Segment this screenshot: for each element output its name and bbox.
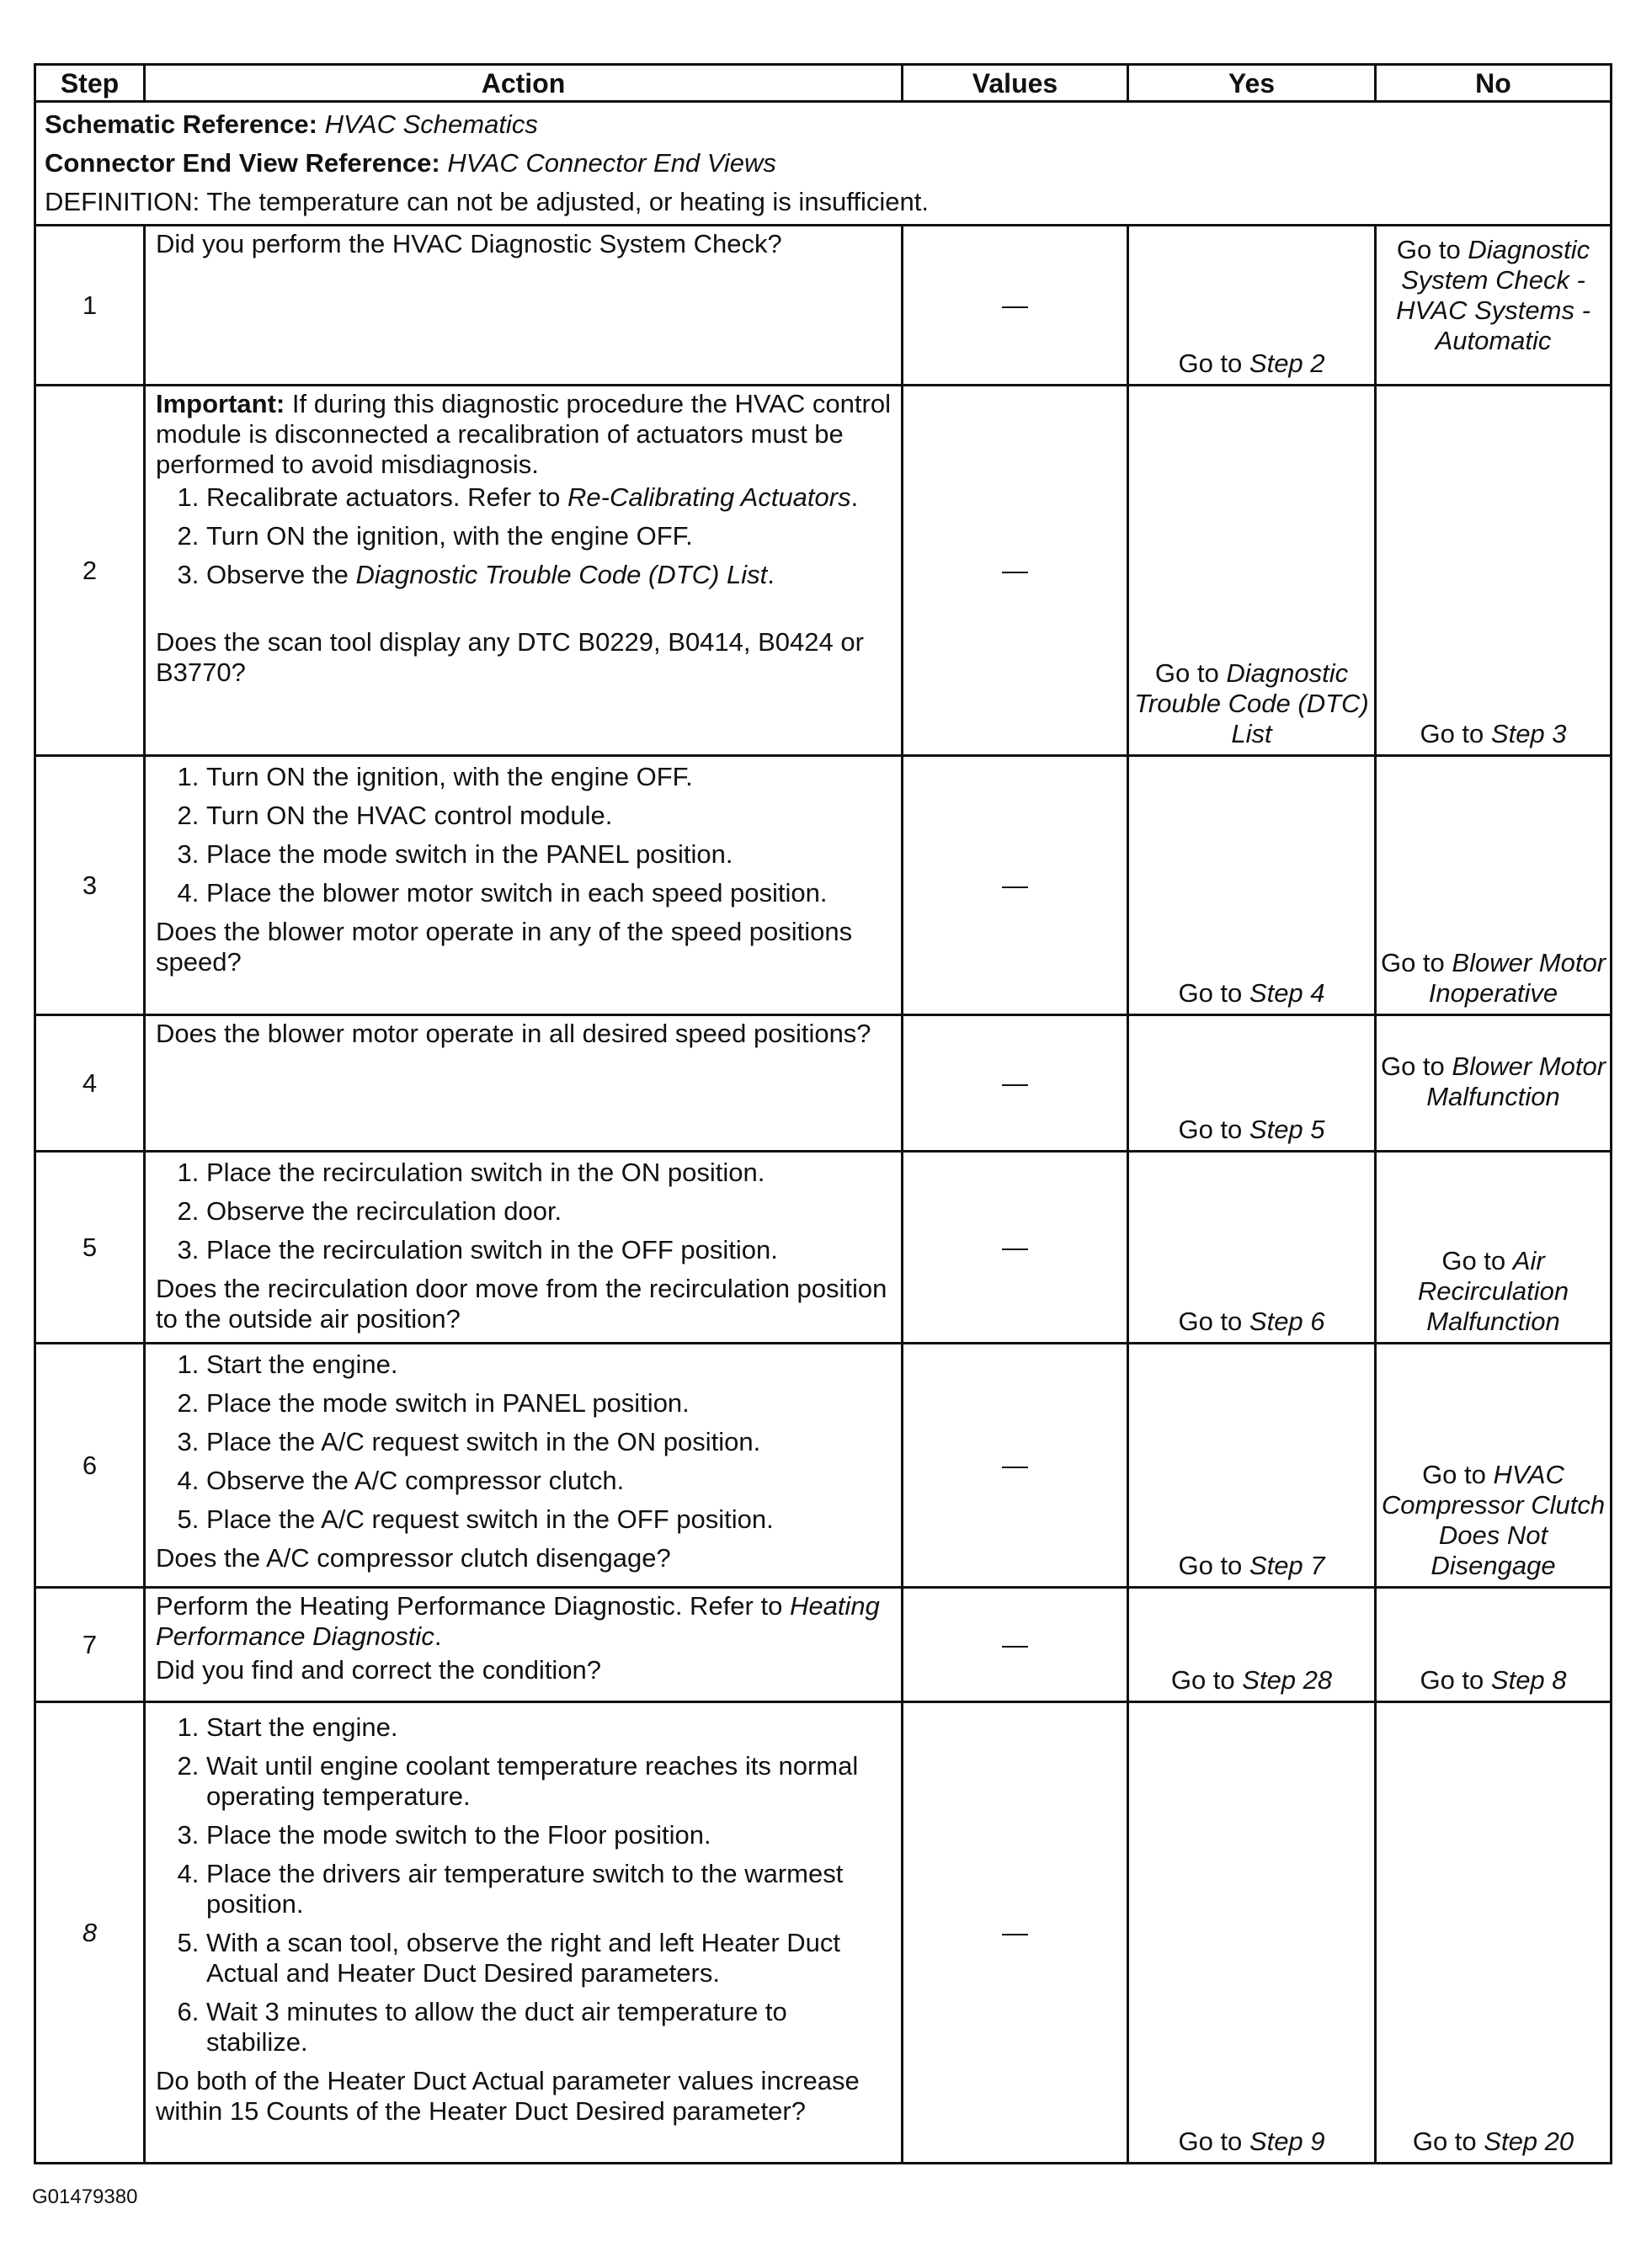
yes-cell	[1128, 1702, 1376, 2164]
no-prefix: Go to	[1441, 1246, 1513, 1275]
values-cell: —	[903, 1015, 1128, 1152]
list-item: 4. Place the drivers air temperature switch to the warmest position.	[206, 1859, 891, 1919]
action-text: Did you perform the HVAC Diagnostic System Check?	[156, 229, 782, 258]
item-suffix: .	[767, 560, 775, 589]
action-cell	[145, 1015, 903, 1152]
reference-row	[35, 102, 1612, 226]
step-number: 5	[35, 1152, 145, 1344]
item-suffix: .	[850, 482, 859, 512]
list-item: 3. Place the recirculation switch in the OFF position.	[206, 1235, 891, 1265]
list-item: 1. Turn ON the ignition, with the engine OFF.	[206, 762, 891, 792]
question: Does the recirculation door move from the recirculation position to the outside air position?	[156, 1274, 887, 1334]
list-item: 2. Turn ON the ignition, with the engine OFF.	[206, 521, 891, 551]
no-prefix: Go to	[1412, 2127, 1484, 2156]
yes-prefix: Go to	[1178, 978, 1249, 1008]
no-prefix: Go to	[1380, 1051, 1452, 1081]
list-item	[206, 560, 891, 590]
header-no: No	[1376, 65, 1612, 102]
yes-prefix: Go to	[1178, 2127, 1249, 2156]
yes-cell	[1128, 1588, 1376, 1702]
no-link[interactable]: Blower Motor Inoperative	[1428, 948, 1606, 1008]
no-cell	[1376, 226, 1612, 386]
yes-prefix: Go to	[1154, 658, 1227, 688]
action-cell	[145, 226, 903, 386]
yes-link[interactable]: Step 28	[1242, 1665, 1333, 1695]
yes-cell	[1128, 226, 1376, 386]
step-number: 3	[35, 756, 145, 1015]
table-row	[35, 1152, 1612, 1344]
yes-cell	[1128, 1152, 1376, 1344]
values-cell: —	[903, 756, 1128, 1015]
yes-cell	[1128, 1015, 1376, 1152]
action-list	[156, 762, 891, 908]
connector-label: Connector End View Reference:	[45, 148, 440, 178]
no-link[interactable]: Air Recirculation Malfunction	[1417, 1246, 1569, 1336]
action-text: Does the blower motor operate in all desired speed positions?	[156, 1019, 871, 1048]
action-cell	[145, 1588, 903, 1702]
action-cell	[145, 1344, 903, 1588]
table-row	[35, 1588, 1612, 1702]
no-link[interactable]: Step 20	[1484, 2127, 1574, 2156]
action-cell	[145, 386, 903, 756]
values-cell: —	[903, 1702, 1128, 2164]
table-row	[35, 386, 1612, 756]
no-cell	[1376, 386, 1612, 756]
table-row	[35, 226, 1612, 386]
question: Does the blower motor operate in any of the speed positions speed?	[156, 917, 853, 977]
important-label: Important:	[156, 389, 285, 418]
list-item: 4. Observe the A/C compressor clutch.	[206, 1466, 891, 1496]
list-item: 1. Start the engine.	[206, 1712, 891, 1743]
values-cell: —	[903, 1152, 1128, 1344]
values-cell: —	[903, 386, 1128, 756]
yes-link[interactable]: Step 4	[1249, 978, 1325, 1008]
no-prefix: Go to	[1380, 948, 1452, 977]
step-number: 4	[35, 1015, 145, 1152]
header-yes: Yes	[1128, 65, 1376, 102]
list-item: 2. Place the mode switch in PANEL position.	[206, 1388, 891, 1419]
list-item	[206, 482, 891, 513]
connector-reference	[45, 144, 1601, 183]
yes-link[interactable]: Step 7	[1249, 1551, 1325, 1580]
step-number: 2	[35, 386, 145, 756]
no-cell	[1376, 1152, 1612, 1344]
step-number: 8	[35, 1702, 145, 2164]
list-item: 2. Wait until engine coolant temperature reaches its normal operating temperature.	[206, 1751, 891, 1812]
schematic-reference	[45, 105, 1601, 144]
item-text: Recalibrate actuators. Refer to	[206, 482, 568, 512]
yes-link[interactable]: Diagnostic Trouble Code (DTC) List	[1134, 658, 1369, 748]
yes-cell	[1128, 1344, 1376, 1588]
header-action: Action	[145, 65, 903, 102]
list-item: 3. Place the mode switch in the PANEL position.	[206, 839, 891, 870]
header-values: Values	[903, 65, 1128, 102]
list-item: 3. Place the A/C request switch in the ON position.	[206, 1427, 891, 1457]
action-list	[156, 1712, 891, 2058]
list-item: 6. Wait 3 minutes to allow the duct air temperature to stabilize.	[206, 1997, 891, 2058]
schematic-link[interactable]: HVAC Schematics	[324, 109, 538, 139]
action-prefix: Perform the Heating Performance Diagnostic. Refer to	[156, 1591, 790, 1621]
action-text	[156, 1591, 891, 1652]
no-prefix: Go to	[1420, 1665, 1491, 1695]
no-cell	[1376, 1015, 1612, 1152]
no-cell	[1376, 1702, 1612, 2164]
table-row	[35, 1344, 1612, 1588]
action-link[interactable]: Heating Performance Diagnostic	[156, 1591, 880, 1651]
no-cell	[1376, 756, 1612, 1015]
action-suffix: .	[434, 1621, 442, 1651]
yes-link[interactable]: Step 5	[1249, 1115, 1325, 1144]
diagnostic-table	[34, 63, 1612, 2164]
item-link[interactable]: Re-Calibrating Actuators	[567, 482, 851, 512]
no-link[interactable]: Diagnostic System Check - HVAC Systems - Automatic	[1396, 235, 1590, 355]
list-item: 1. Place the recirculation switch in the ON position.	[206, 1158, 891, 1188]
list-item: 1. Start the engine.	[206, 1350, 891, 1380]
header-step: Step	[35, 65, 145, 102]
action-cell	[145, 1152, 903, 1344]
action-cell	[145, 1702, 903, 2164]
important-note	[156, 389, 891, 480]
no-cell	[1376, 1588, 1612, 1702]
yes-prefix: Go to	[1178, 1551, 1249, 1580]
table-row	[35, 1702, 1612, 2164]
yes-link[interactable]: Step 6	[1249, 1307, 1325, 1336]
list-item: 5. Place the A/C request switch in the OFF position.	[206, 1504, 891, 1535]
question: Does the A/C compressor clutch disengage?	[156, 1543, 671, 1573]
list-item: 2. Observe the recirculation door.	[206, 1196, 891, 1227]
yes-prefix: Go to	[1178, 1115, 1249, 1144]
yes-prefix: Go to	[1178, 1307, 1249, 1336]
step-number: 7	[35, 1588, 145, 1702]
no-prefix: Go to	[1422, 1460, 1494, 1489]
action-list	[156, 1158, 891, 1265]
step-number: 6	[35, 1344, 145, 1588]
values-cell: —	[903, 1588, 1128, 1702]
action-cell	[145, 756, 903, 1015]
action-list	[156, 482, 891, 590]
values-cell: —	[903, 1344, 1128, 1588]
values-cell: —	[903, 226, 1128, 386]
item-link[interactable]: Diagnostic Trouble Code (DTC) List	[355, 560, 768, 589]
list-item: 4. Place the blower motor switch in each speed position.	[206, 878, 891, 908]
yes-link[interactable]: Step 9	[1249, 2127, 1325, 2156]
question: Did you find and correct the condition?	[156, 1655, 602, 1685]
connector-link[interactable]: HVAC Connector End Views	[447, 148, 776, 178]
yes-cell	[1128, 386, 1376, 756]
question: Does the scan tool display any DTC B0229, B0414, B0424 or B3770?	[156, 627, 864, 687]
yes-link[interactable]: Step 2	[1249, 349, 1325, 378]
list-item: 2. Turn ON the HVAC control module.	[206, 801, 891, 831]
header-row	[35, 65, 1612, 102]
yes-cell	[1128, 756, 1376, 1015]
item-text: Observe the	[206, 560, 356, 589]
question: Do both of the Heater Duct Actual parameter values increase within 15 Counts of the Heater Duct Desired parameter?	[156, 2066, 860, 2126]
no-link[interactable]: HVAC Compressor Clutch Does Not Disengage	[1381, 1460, 1606, 1580]
no-cell	[1376, 1344, 1612, 1588]
action-list	[156, 1350, 891, 1535]
reference-cell	[35, 102, 1612, 226]
no-link[interactable]: Blower Motor Malfunction	[1426, 1051, 1606, 1111]
definition: DEFINITION: The temperature can not be adjusted, or heating is insufficient.	[45, 187, 929, 216]
no-link[interactable]: Step 8	[1490, 1665, 1567, 1695]
yes-prefix: Go to	[1178, 349, 1249, 378]
no-prefix: Go to	[1396, 235, 1468, 264]
figure-id: G01479380	[32, 2185, 138, 2208]
list-item: 3. Place the mode switch to the Floor position.	[206, 1820, 891, 1850]
yes-prefix: Go to	[1170, 1665, 1243, 1695]
diagnostic-sheet	[34, 63, 1610, 2164]
schematic-label: Schematic Reference:	[45, 109, 317, 139]
no-prefix: Go to	[1420, 719, 1491, 748]
important-text: If during this diagnostic procedure the HVAC control module is disconnected a recalibration of actuators must be performed to avoid misdiagnosis.	[156, 389, 891, 479]
step-number: 1	[35, 226, 145, 386]
table-row	[35, 756, 1612, 1015]
no-link[interactable]: Step 3	[1490, 719, 1567, 748]
list-item: 5. With a scan tool, observe the right and left Heater Duct Actual and Heater Duct Desired parameters.	[206, 1928, 891, 1988]
table-row	[35, 1015, 1612, 1152]
